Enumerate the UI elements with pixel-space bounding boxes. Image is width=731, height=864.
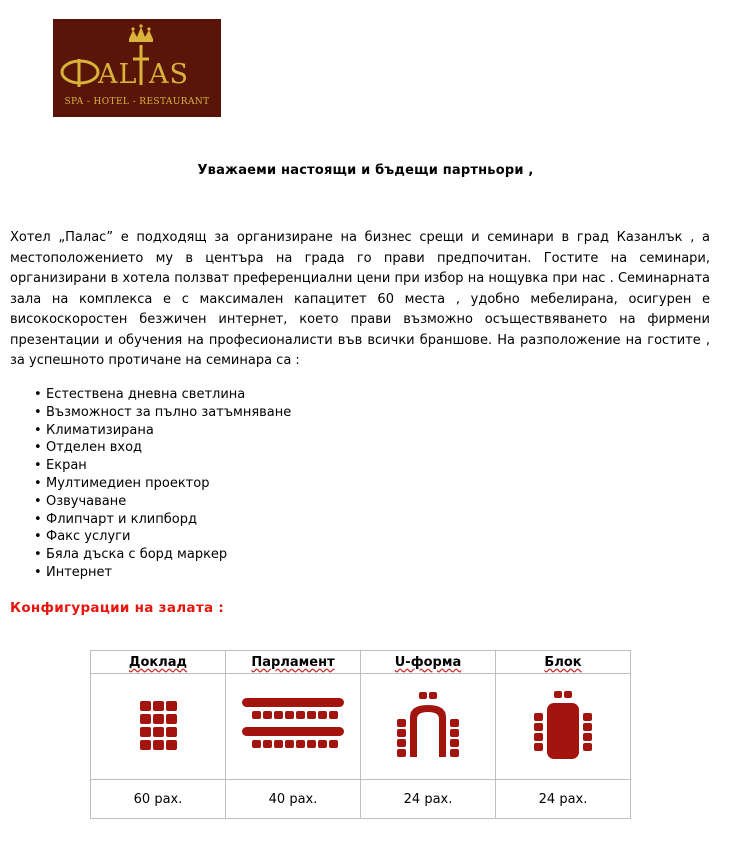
seat-icon [329, 711, 338, 719]
layout-picture-cell [91, 674, 226, 780]
layout-capacity: 60 рах. [91, 780, 226, 819]
seat-icon [140, 701, 151, 711]
seat-icon [252, 711, 261, 719]
layout-capacity: 24 рах. [361, 780, 496, 819]
seat-icon [307, 711, 316, 719]
feature-item: • Климатизирана [30, 422, 291, 440]
seat-icon [450, 749, 459, 757]
seat-icon [583, 723, 592, 731]
seat-icon [296, 711, 305, 719]
feature-item: • Бяла дъска с борд маркер [30, 546, 291, 564]
seat-icon [450, 739, 459, 747]
boardroom-seating-icon [518, 685, 608, 765]
logo-tagline: SPA - HOTEL - RESTAURANT [64, 97, 210, 107]
feature-item: • Екран [30, 457, 291, 475]
svg-text:AL: AL [98, 59, 138, 90]
layout-picture-cell [496, 674, 631, 780]
feature-item: • Интернет [30, 564, 291, 582]
seat-icon [153, 727, 164, 737]
seat-icon [419, 692, 427, 699]
seat-icon [166, 727, 177, 737]
seat-icon [450, 729, 459, 737]
feature-item: • Възможност за пълно затъмняване [30, 404, 291, 422]
seat-icon [397, 749, 406, 757]
seat-icon [583, 713, 592, 721]
layout-header-cell [226, 651, 361, 674]
feature-item: • Факс услуги [30, 528, 291, 546]
features-list [30, 386, 291, 582]
feature-item: • Мултимедиен проектор [30, 475, 291, 493]
layout-header-cell [496, 651, 631, 674]
seat-icon [554, 691, 562, 698]
seat-icon [166, 701, 177, 711]
seat-icon [397, 719, 406, 727]
seat-icon [296, 740, 305, 748]
layout-capacity: 40 рах. [226, 780, 361, 819]
layout-header-cell [361, 651, 496, 674]
seat-icon [285, 711, 294, 719]
seat-icon [153, 714, 164, 724]
seat-icon [252, 740, 261, 748]
svg-text:AS: AS [149, 59, 189, 90]
layout-picture-cell [361, 674, 496, 780]
seat-icon [450, 719, 459, 727]
u-shape-seating-icon [383, 685, 473, 765]
feature-item: • Озвучаване [30, 493, 291, 511]
seat-icon [166, 740, 177, 750]
seat-icon [329, 740, 338, 748]
seat-icon [153, 740, 164, 750]
seat-icon [534, 743, 543, 751]
seat-icon [583, 743, 592, 751]
intro-paragraph: Хотел „Палас” е подходящ за организиране на бизнес срещи и семинари в град Казанлък , а местоположението му в центъра на града го прави предпочитан. Гостите на семинари, организирани в хотела ползват преференциални цени при избор на нощувка при нас . Семинарната зала на комплекса е с максимален капацитет 60 места , удобно мебелирана, осигурен е високоскоростен безжичен интернет, което прави възможно осъществяването на фирмени презентации и обучения на професионалисти във всички браншове. На разположение на гостите , за успешното протичане на семинара са : [10, 230, 710, 368]
seat-icon [583, 733, 592, 741]
seat-icon [318, 740, 327, 748]
room-layouts-table [90, 650, 631, 819]
seat-icon [318, 711, 327, 719]
layout-name: Доклад [128, 654, 188, 670]
seat-icon [140, 714, 151, 724]
layout-picture-cell [226, 674, 361, 780]
pallas-logo-graphic [53, 19, 221, 117]
seat-icon [534, 723, 543, 731]
seat-icon [274, 740, 283, 748]
seat-icon [534, 713, 543, 721]
seat-icon [397, 739, 406, 747]
layout-header-cell [91, 651, 226, 674]
seat-icon [285, 740, 294, 748]
feature-item: • Отделен вход [30, 439, 291, 457]
seat-icon [263, 740, 272, 748]
seat-icon [429, 692, 437, 699]
hotel-logo [53, 19, 221, 117]
layout-capacity: 24 рах. [496, 780, 631, 819]
seat-icon [263, 711, 272, 719]
seat-icon [307, 740, 316, 748]
seat-icon [140, 740, 151, 750]
greeting-heading: Уважаеми настоящи и бъдещи партньори , [197, 163, 534, 178]
layout-name: Парламент [251, 654, 335, 670]
seat-icon [534, 733, 543, 741]
seat-icon [166, 714, 177, 724]
seat-icon [274, 711, 283, 719]
seat-icon [397, 729, 406, 737]
feature-item: • Естествена дневна светлина [30, 386, 291, 404]
layout-name: U-форма [394, 654, 462, 670]
layout-name: Блок [544, 654, 582, 670]
configurations-title: Конфигурации на залата : [10, 600, 225, 616]
theatre-seating-icon [128, 695, 188, 755]
seat-icon [140, 727, 151, 737]
classroom-seating-icon [238, 690, 348, 760]
feature-item: • Флипчарт и клипборд [30, 511, 291, 529]
seat-icon [153, 701, 164, 711]
seat-icon [564, 691, 572, 698]
